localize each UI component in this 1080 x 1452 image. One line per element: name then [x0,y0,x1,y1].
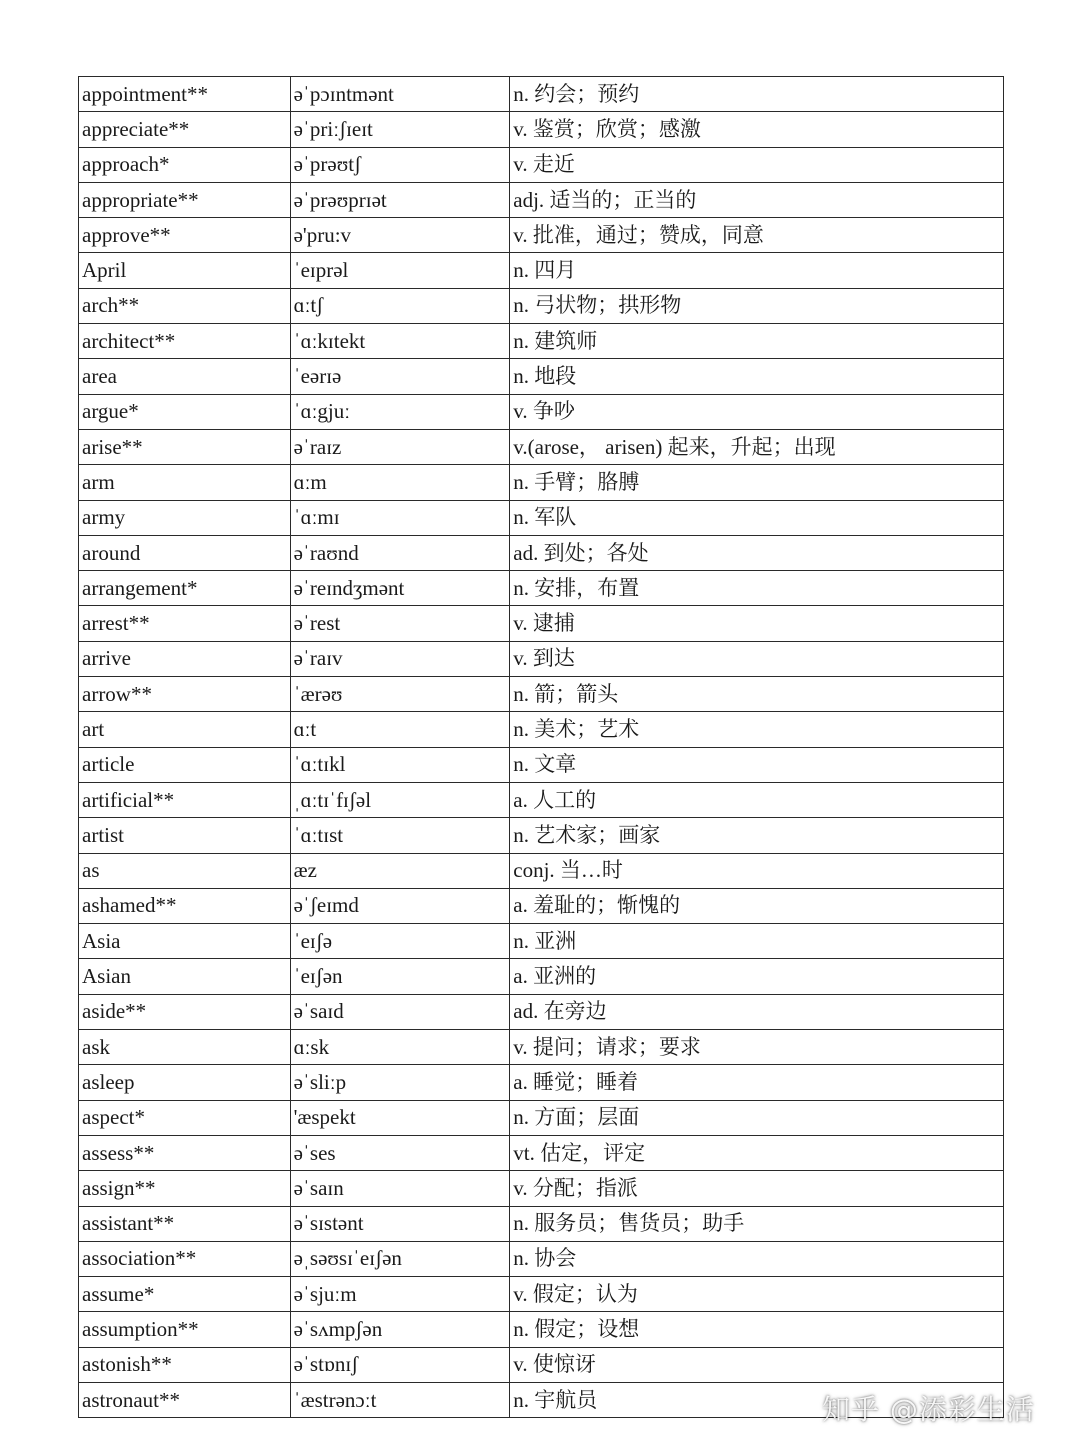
phonetic-cell: əˈsaɪn [290,1171,510,1206]
meaning-cell: n. 艺术家；画家 [510,818,1004,853]
table-row [79,1277,1004,1312]
word-cell: arrive [79,641,291,676]
word-cell: arm [79,465,291,500]
word-cell: arrow** [79,677,291,712]
table-row [79,535,1004,570]
table-row [79,465,1004,500]
word-cell: artificial** [79,782,291,817]
vocabulary-table-body [79,77,1004,1418]
meaning-cell: n. 军队 [510,500,1004,535]
phonetic-cell: ˌɑːtɪˈfɪʃəl [290,782,510,817]
meaning-cell: n. 亚洲 [510,924,1004,959]
table-row [79,1206,1004,1241]
meaning-cell: ad. 到处；各处 [510,535,1004,570]
word-cell: artist [79,818,291,853]
meaning-cell: n. 四月 [510,253,1004,288]
word-cell: argue* [79,394,291,429]
phonetic-cell: ˈeɪʃə [290,924,510,959]
meaning-cell: a. 亚洲的 [510,959,1004,994]
meaning-cell: n. 方面；层面 [510,1100,1004,1135]
table-row [79,641,1004,676]
table-row [79,994,1004,1029]
phonetic-cell: əˈreɪndʒmənt [290,571,510,606]
word-cell: association** [79,1241,291,1276]
table-row [79,218,1004,253]
word-cell: architect** [79,324,291,359]
table-row [79,359,1004,394]
phonetic-cell: əˈsliːp [290,1065,510,1100]
word-cell: around [79,535,291,570]
meaning-cell: v. 使惊讶 [510,1347,1004,1382]
word-cell: ashamed** [79,888,291,923]
phonetic-cell: ˈeɪprəl [290,253,510,288]
meaning-cell: n. 文章 [510,747,1004,782]
table-row [79,782,1004,817]
meaning-cell: a. 睡觉；睡着 [510,1065,1004,1100]
meaning-cell: n. 假定；设想 [510,1312,1004,1347]
table-row [79,394,1004,429]
phonetic-cell: ə'pru:v [290,218,510,253]
word-cell: arch** [79,288,291,323]
phonetic-cell: ˈeərɪə [290,359,510,394]
vocabulary-table [78,76,1004,1418]
word-cell: Asia [79,924,291,959]
table-row [79,288,1004,323]
word-cell: assumption** [79,1312,291,1347]
phonetic-cell: ˈɑːgjuː [290,394,510,429]
phonetic-cell: əˌsəʊsɪˈeɪʃən [290,1241,510,1276]
table-row [79,712,1004,747]
word-cell: assistant** [79,1206,291,1241]
word-cell: arise** [79,429,291,464]
meaning-cell: n. 手臂；胳膊 [510,465,1004,500]
table-row [79,1312,1004,1347]
phonetic-cell: ˈɑːmɪ [290,500,510,535]
phonetic-cell: əˈsɪstənt [290,1206,510,1241]
table-row [79,1100,1004,1135]
table-row [79,853,1004,888]
phonetic-cell: əˈraɪz [290,429,510,464]
meaning-cell: n. 建筑师 [510,324,1004,359]
phonetic-cell: əˈʃeɪmd [290,888,510,923]
meaning-cell: v. 争吵 [510,394,1004,429]
meaning-cell: a. 人工的 [510,782,1004,817]
phonetic-cell: 'æspekt [290,1100,510,1135]
phonetic-cell: əˈsʌmpʃən [290,1312,510,1347]
word-cell: astonish** [79,1347,291,1382]
word-cell: asleep [79,1065,291,1100]
table-row [79,606,1004,641]
phonetic-cell: əˈraɪv [290,641,510,676]
table-row [79,924,1004,959]
meaning-cell: v. 走近 [510,147,1004,182]
phonetic-cell: ɑːtʃ [290,288,510,323]
meaning-cell: n. 约会；预约 [510,77,1004,112]
table-row [79,677,1004,712]
table-row [79,77,1004,112]
meaning-cell: n. 服务员；售货员；助手 [510,1206,1004,1241]
phonetic-cell: əˈpriːʃɪeɪt [290,112,510,147]
table-row [79,1171,1004,1206]
word-cell: assign** [79,1171,291,1206]
meaning-cell: n. 宇航员 [510,1382,1004,1417]
phonetic-cell: əˈsjuːm [290,1277,510,1312]
table-row [79,1347,1004,1382]
meaning-cell: v. 逮捕 [510,606,1004,641]
table-row [79,500,1004,535]
meaning-cell: v. 到达 [510,641,1004,676]
table-row [79,1030,1004,1065]
phonetic-cell: ˈɑːtɪkl [290,747,510,782]
table-row [79,1135,1004,1170]
meaning-cell: a. 羞耻的；惭愧的 [510,888,1004,923]
table-row [79,747,1004,782]
meaning-cell: conj. 当…时 [510,853,1004,888]
word-cell: Asian [79,959,291,994]
phonetic-cell: əˈstɒnɪʃ [290,1347,510,1382]
phonetic-cell: ɑːsk [290,1030,510,1065]
word-cell: as [79,853,291,888]
meaning-cell: v. 分配；指派 [510,1171,1004,1206]
meaning-cell: n. 协会 [510,1241,1004,1276]
meaning-cell: v. 提问；请求；要求 [510,1030,1004,1065]
meaning-cell: n. 安排，布置 [510,571,1004,606]
word-cell: aside** [79,994,291,1029]
phonetic-cell: əˈpɔɪntmənt [290,77,510,112]
meaning-cell: v. 批准，通过；赞成，同意 [510,218,1004,253]
phonetic-cell: ˈærəʊ [290,677,510,712]
word-cell: ask [79,1030,291,1065]
word-cell: assume* [79,1277,291,1312]
table-row [79,112,1004,147]
phonetic-cell: ɑːm [290,465,510,500]
word-cell: arrangement* [79,571,291,606]
word-cell: appropriate** [79,182,291,217]
phonetic-cell: ɑːt [290,712,510,747]
word-cell: art [79,712,291,747]
meaning-cell: v. 鉴赏；欣赏；感激 [510,112,1004,147]
word-cell: aspect* [79,1100,291,1135]
meaning-cell: n. 箭；箭头 [510,677,1004,712]
word-cell: area [79,359,291,394]
table-row [79,182,1004,217]
meaning-cell: n. 弓状物；拱形物 [510,288,1004,323]
phonetic-cell: əˈprəʊprɪət [290,182,510,217]
meaning-cell: n. 地段 [510,359,1004,394]
phonetic-cell: ˈeɪʃən [290,959,510,994]
meaning-cell: v.(arose， arisen) 起来，升起；出现 [510,429,1004,464]
meaning-cell: v. 假定；认为 [510,1277,1004,1312]
phonetic-cell: əˈses [290,1135,510,1170]
word-cell: assess** [79,1135,291,1170]
phonetic-cell: ˈɑːtɪst [290,818,510,853]
table-row [79,818,1004,853]
table-row [79,1241,1004,1276]
table-row [79,959,1004,994]
watermark: 知乎 @添彩生活 [822,1393,1035,1426]
word-cell: April [79,253,291,288]
word-cell: approve** [79,218,291,253]
phonetic-cell: əˈsaɪd [290,994,510,1029]
meaning-cell: ad. 在旁边 [510,994,1004,1029]
phonetic-cell: əˈprəʊtʃ [290,147,510,182]
phonetic-cell: əˈrest [290,606,510,641]
word-cell: astronaut** [79,1382,291,1417]
word-cell: appreciate** [79,112,291,147]
word-cell: army [79,500,291,535]
table-row [79,147,1004,182]
table-row [79,571,1004,606]
table-row [79,324,1004,359]
word-cell: article [79,747,291,782]
phonetic-cell: æz [290,853,510,888]
meaning-cell: n. 美术；艺术 [510,712,1004,747]
word-cell: appointment** [79,77,291,112]
phonetic-cell: ˈæstrənɔːt [290,1382,510,1417]
meaning-cell: vt. 估定，评定 [510,1135,1004,1170]
meaning-cell: adj. 适当的；正当的 [510,182,1004,217]
phonetic-cell: ˈɑːkɪtekt [290,324,510,359]
word-cell: arrest** [79,606,291,641]
table-row [79,1065,1004,1100]
word-cell: approach* [79,147,291,182]
table-row [79,429,1004,464]
phonetic-cell: əˈraʊnd [290,535,510,570]
table-row [79,888,1004,923]
table-row [79,253,1004,288]
